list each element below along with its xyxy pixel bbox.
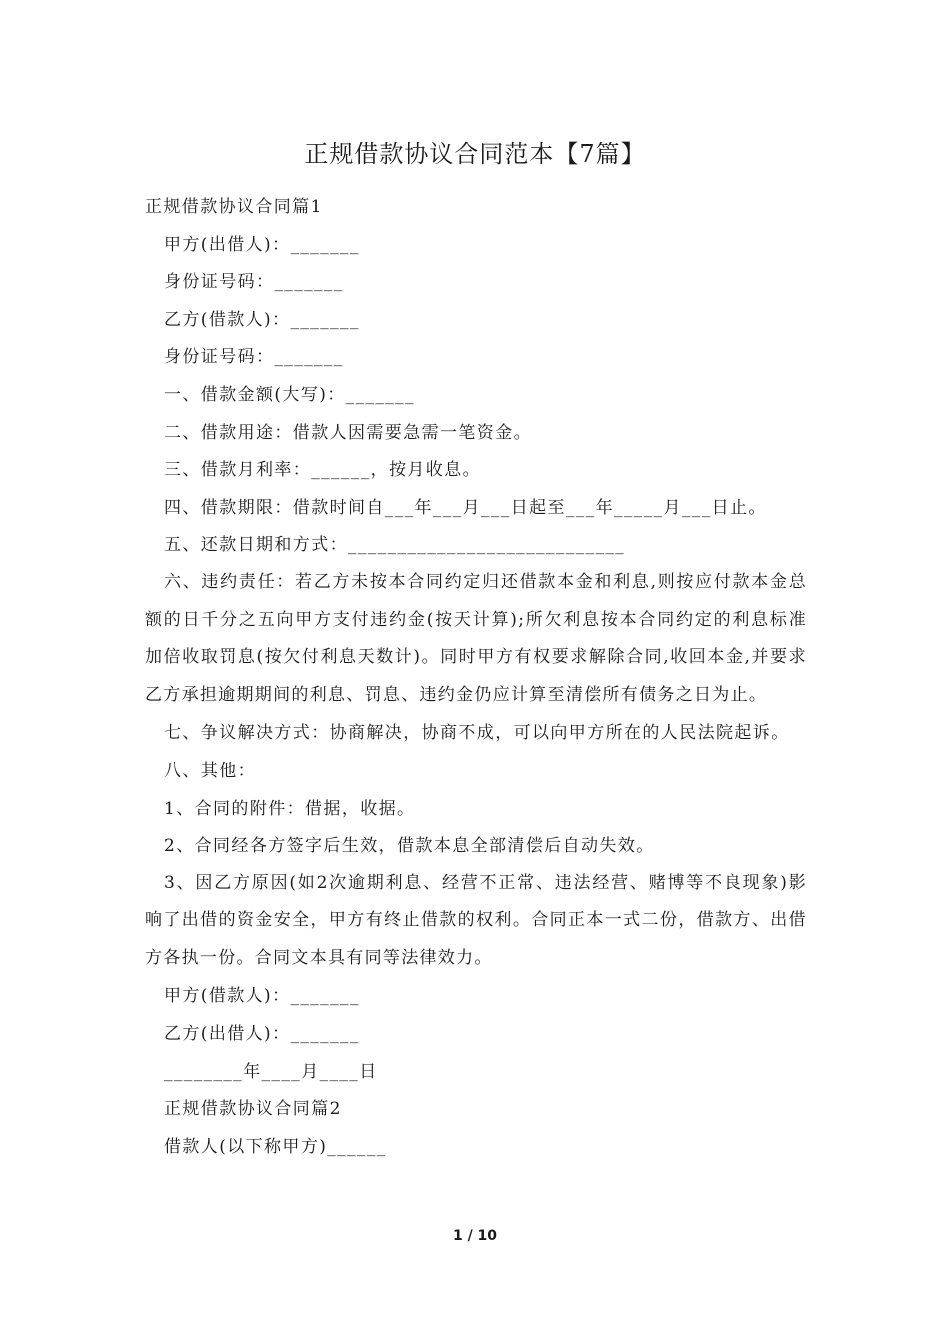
page-number: 1 / 10 [452, 1228, 498, 1244]
borrower-line: 乙方(借款人)：_______ [164, 309, 360, 330]
document-body [145, 192, 807, 1169]
clause-purpose: 二、借款用途：借款人因需要急需一笔资金。 [164, 422, 532, 443]
contract2-borrower-line: 借款人(以下称甲方)______ [164, 1136, 387, 1157]
clause-dispute: 七、争议解决方式：协商解决，协商不成，可以向甲方所在的人民法院起诉。 [164, 723, 790, 744]
sign-party-b: 乙方(出借人)：_______ [164, 1024, 360, 1045]
other-item-1: 1、合同的附件：借据，收据。 [164, 798, 416, 819]
clause-repayment: 五、还款日期和方式：____________________________ [164, 535, 626, 556]
section-heading-1: 正规借款协议合同篇1 [145, 197, 323, 217]
other-item-2: 2、合同经各方签字后生效，借款本息全部清偿后自动失效。 [164, 836, 655, 857]
lender-line: 甲方(出借人)：_______ [164, 234, 360, 255]
sign-date: ________年____月____日 [164, 1061, 378, 1082]
section-heading-2: 正规借款协议合同篇2 [164, 1099, 342, 1120]
clause-amount: 一、借款金额(大写)：_______ [164, 384, 415, 405]
other-item-3: 3、因乙方原因(如2次逾期利息、经营不正常、违法经营、赌博等不良现象)影响了出借的资金安全，甲方有终止借款的权利。合同正本一式二份，借款方、出借方各执一份。合同文本具有同等法律效力。 [145, 872, 807, 968]
clause-interest: 三、借款月利率：______，按月收息。 [164, 460, 481, 481]
clause-liability: 六、违约责任：若乙方未按本合同约定归还借款本金和利息,则按应付款本金总额的日千分之五向甲方支付违约金(按天计算);所欠利息按本合同约定的利息标准加倍收取罚息(按欠付利息天数计)。同时甲方有权要求解除合同,收回本金,并要求乙方承担逾期期间的利息、罚息、违约金仍应计算至清偿所有债务之日为止。 [145, 571, 807, 705]
sign-party-a: 甲方(借款人)：_______ [164, 986, 360, 1007]
lender-id-line: 身份证号码：_______ [164, 272, 344, 293]
clause-term: 四、借款期限：借款时间自___年___月___日起至___年_____月___日止。 [164, 497, 767, 518]
clause-other: 八、其他： [164, 760, 256, 781]
borrower-id-line: 身份证号码：_______ [164, 347, 344, 368]
document-title: 正规借款协议合同范本【7篇】 [304, 140, 646, 168]
